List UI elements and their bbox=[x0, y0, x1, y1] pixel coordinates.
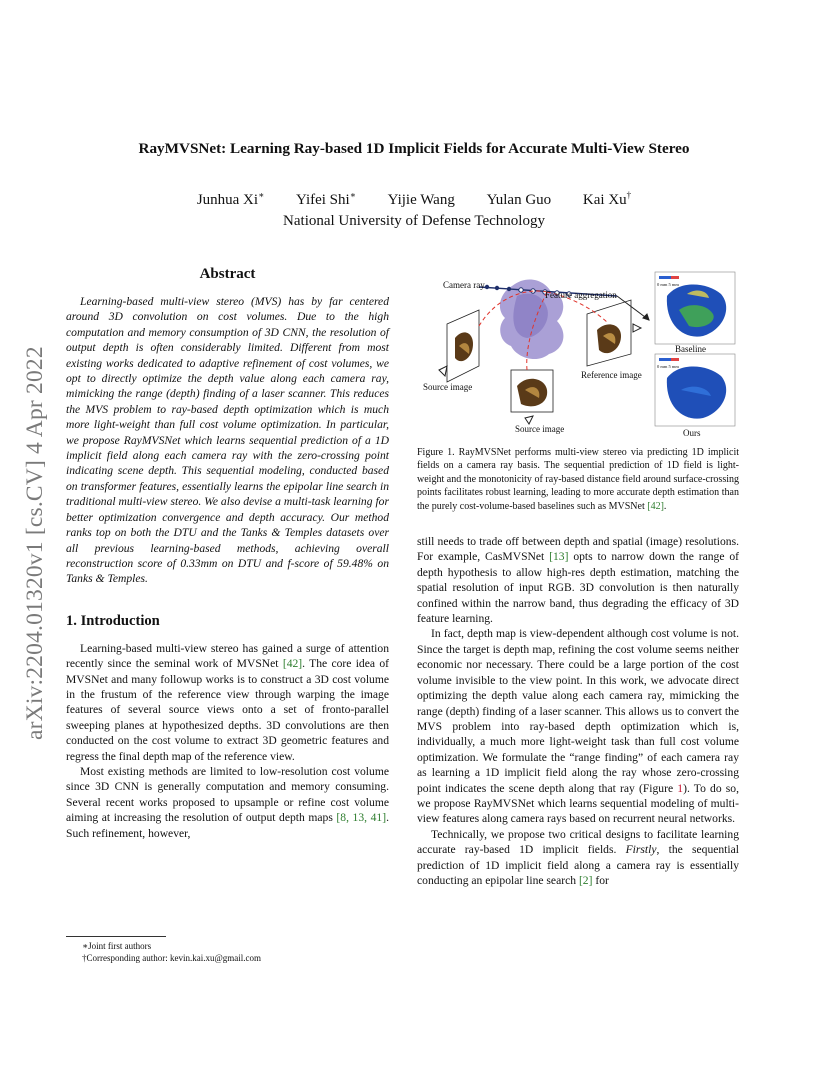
label-source-image-bottom: Source image bbox=[515, 424, 565, 434]
figure-reference-link[interactable]: 1 bbox=[677, 781, 684, 795]
footnote-joint: ∗Joint first authors bbox=[82, 941, 152, 951]
right-paragraph-1: still needs to trade off between depth and spatial (image) resolutions. For example, CasMVSNet [13] opts to narrow down the range of depth hypothesis to allow high-res depth estimation, matching the spatial resolution of input RGB. 3D convolution is then naturally confined within the narrow band, thus degrading the efficacy of 3D feature learning. bbox=[417, 535, 739, 626]
citation-link[interactable]: [13] bbox=[549, 550, 569, 564]
abstract-heading: Abstract bbox=[199, 266, 256, 282]
paper-title: RayMVSNet: Learning Ray-based 1D Implicit Fields for Accurate Multi-View Stereo bbox=[138, 140, 690, 157]
arxiv-identifier bbox=[14, 290, 58, 740]
footnotes bbox=[66, 940, 396, 965]
intro-paragraph-2: Most existing methods are limited to low-resolution cost volume since 3D CNN is generally computation and memory consuming. Several recent works proposed to upsample or refine cost volume aiming at increasing the resolution of output depth maps [8, 13, 41]. Such refinement, however, bbox=[66, 764, 389, 840]
author: Junhua Xi∗ bbox=[196, 190, 265, 208]
author: Yifei Shi∗ bbox=[295, 190, 356, 208]
intro-paragraph-1: Learning-based multi-view stereo has gained a surge of attention recently since the seminal work of MVSNet [42]. The core idea of MVSNet and many followup works is to construct a 3D cost volume in the frustum of the reference view through warping the image features of several source views onto a set of fronto-parallel sweeping planes at hypothesized depths. 3D convolutions are then conducted on the cost volume to extract 3D geometric features and regress the final depth map of the reference view. bbox=[66, 641, 389, 763]
citation-link[interactable]: [42] bbox=[282, 657, 303, 671]
label-feature-aggregation: Feature aggregation bbox=[545, 290, 617, 300]
right-paragraph-2: In fact, depth map is view-dependent although cost volume is not. Since the target is depth map, refining the cost volume seems neither economic nor necessary. There could be a large portion of the cost volume invisible to the view point. In this work, we advocate direct optimizing the depth value along each camera ray, mimicking the range (depth) finding of a laser scanner. This allows us to convert the MVS problem into ray-based depth optimization which is, individually, a much more light-weight task than full cost volume optimization. We formulate the “range finding” of each camera ray as learning a 1D implicit field along the ray whose zero-crossing point indicates the scene depth along that ray (Figure 1). To do so, we propose RayMVSNet which learns sequential modeling of multi-view features along camera rays based on recurrent neural networks. bbox=[417, 627, 739, 826]
right-body-text bbox=[417, 534, 739, 888]
figure-1 bbox=[417, 266, 739, 438]
reference-image bbox=[587, 300, 631, 366]
scale-label-ours: 0 mm 5 mm bbox=[657, 364, 679, 369]
label-baseline: Baseline bbox=[675, 344, 706, 354]
source-image-left bbox=[447, 310, 479, 382]
right-column bbox=[417, 266, 739, 888]
footnote-divider bbox=[66, 936, 166, 937]
arxiv-id-text: arXiv:2204.01320v1 [cs.CV] 4 Apr 2022 bbox=[22, 346, 48, 740]
citation-link[interactable]: [8, 13, 41] bbox=[336, 811, 387, 825]
author: Yijie Wang bbox=[387, 192, 455, 208]
label-ours: Ours bbox=[683, 428, 701, 438]
label-reference-image: Reference image bbox=[581, 370, 642, 380]
footnote-corresponding: †Corresponding author: kevin.kai.xu@gmail.com bbox=[82, 953, 262, 964]
scale-label-baseline: 0 mm 5 mm bbox=[657, 282, 679, 287]
abstract-body: Learning-based multi-view stereo (MVS) has by far centered around 3D convolution on cost volumes. Due to the high computation and memory consumption of 3D CNN, the resolution of output depth is often considerably limited. Different from most existing works dedicated to adaptive refinement of cost volumes, we opt to directly optimize the depth value along each camera ray, mimicking the range (depth) finding of a laser scanner. This reduces the MVS problem to ray-based depth optimization which is much more light-weight than full cost volume optimization. In particular, we propose RayMVSNet which learns sequential prediction of a 1D implicit field along each camera ray with the zero-crossing point indicating scene depth. This sequential modeling, conducted based on transformer features, essentially learns the epipolar line search in traditional multi-view stereo. We also devise a multi-task learning for better optimization convergence and depth accuracy. Our method ranks top on both the DTU and the Tanks & Temples datasets over all previous learning-based methods, achieving overall reconstruction score of 0.33mm on DTU and f-score of 59.48% on Tanks & Temples. bbox=[66, 295, 389, 586]
source-image-bottom bbox=[511, 370, 553, 412]
citation-link[interactable]: [2] bbox=[578, 873, 593, 887]
author: Yulan Guo bbox=[486, 192, 552, 208]
author: Kai Xu† bbox=[582, 190, 632, 208]
label-camera-ray: Camera ray bbox=[443, 280, 485, 290]
right-paragraph-3: Technically, we propose two critical designs to facilitate learning accurate ray-based 1D implicit fields. Firstly, the sequential prediction of 1D implicit field along a camera ray is essentially conducting an epipolar line search [2] for bbox=[417, 827, 739, 887]
intro-heading: 1. Introduction bbox=[66, 612, 160, 629]
figure-1-caption: Figure 1. RayMVSNet performs multi-view stereo via predicting 1D implicit fields on a camera ray basis. The sequential prediction of 1D field is light-weight and the monotonicity of ray-based distance field around surface-crossing points facilitates robust learning, leading to more accurate depth estimation than the purely cost-volume-based baselines such as MVSNet [42]. bbox=[417, 447, 739, 512]
author-list bbox=[0, 190, 828, 209]
affiliation: National University of Defense Technology bbox=[283, 213, 545, 229]
left-column bbox=[66, 266, 389, 841]
citation-link[interactable]: [42] bbox=[647, 500, 664, 512]
label-source-image-left: Source image bbox=[423, 382, 473, 392]
